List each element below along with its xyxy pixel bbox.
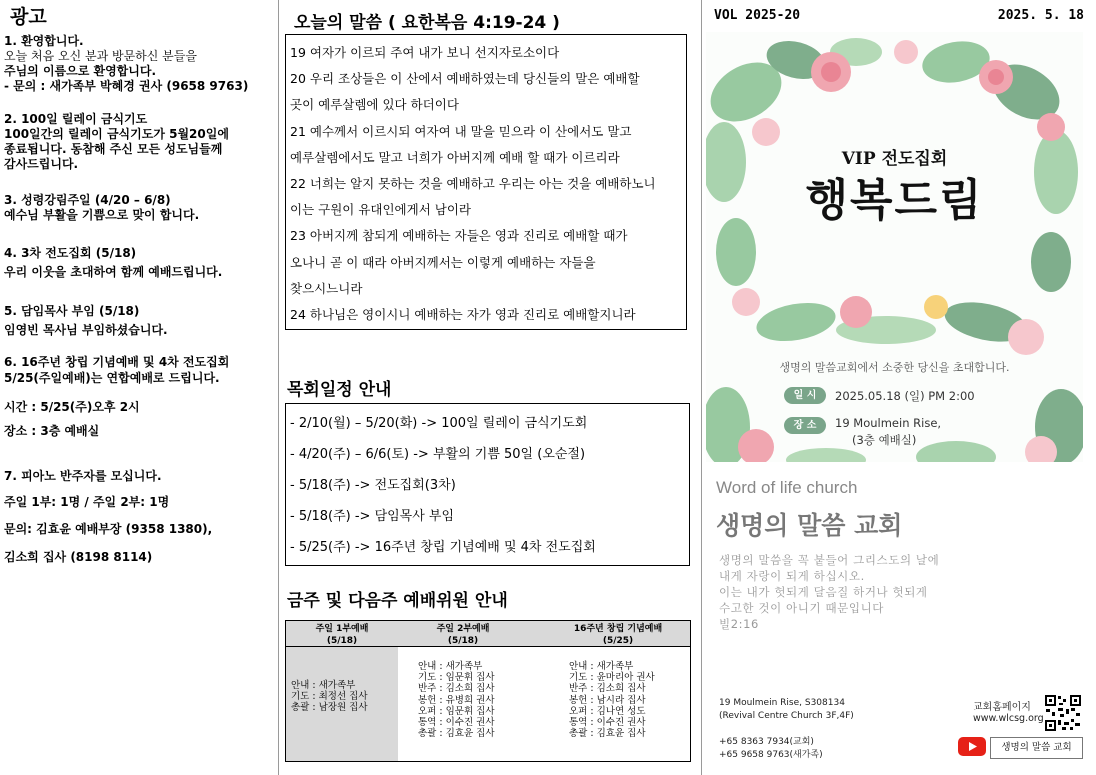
scripture-line: 24 하나님은 영이시니 예배하는 자가 영과 진리로 예배할지니라 <box>290 307 636 323</box>
duty-header-first-service: 주일 1부예배 (5/18) <box>315 624 369 646</box>
youtube-channel-button[interactable]: 생명의 말씀 교회 <box>990 737 1083 759</box>
scripture-line: 19 여자가 이르되 주여 내가 보니 선지자로소이다 <box>290 45 560 60</box>
duty-title: 금주 및 다음주 예배위원 안내 <box>287 591 508 611</box>
scripture-box <box>285 34 687 330</box>
duty-anniversary-list: 안내 : 새가족부 기도 : 윤마리아 권사 반주 : 김소희 집사 봉헌 : 남시라 집사 오퍼 : 김나연 성도 통역 : 이수진 권사 총괄 : 김효윤 집사 <box>569 661 655 740</box>
scripture-line: 22 너희는 알지 못하는 것을 예배하고 우리는 아는 것을 예배하노니 <box>290 176 656 192</box>
homepage-url[interactable]: www.wlcsg.org <box>973 713 1044 724</box>
column-divider-left <box>278 0 279 775</box>
announcement-pentecost: 3. 성령강림주일 (4/20 – 6/8) 예수님 부활을 기쁨으로 맞이 합니다. <box>4 193 200 222</box>
announcement-anniversary: 6. 16주년 창립 기념예배 및 4차 전도집회 5/25(주일예배)는 연합예배로 드립니다. <box>4 355 230 385</box>
church-korean-name: 생명의 말씀 교회 <box>716 511 903 540</box>
poster-when-label: 일 시 <box>784 387 826 404</box>
announcement-evangelism: 4. 3차 전도집회 (5/18) 우리 이웃을 초대하여 함께 예배드립니다. <box>4 246 223 279</box>
schedule-box <box>285 403 690 566</box>
announcement-pastor: 5. 담임목사 부임 (5/18) 임영빈 목사님 부임하셨습니다. <box>4 304 168 337</box>
schedule-item: - 5/18(주) -> 담임목사 부임 <box>290 509 455 524</box>
poster-where-label: 장 소 <box>784 417 826 434</box>
scripture-title: 오늘의 말씀 ( 요한복음 4:19-24 ) <box>294 13 560 33</box>
announcements-column <box>4 0 276 775</box>
scripture-line: 이는 구원이 유대인에게서 남이라 <box>290 202 471 218</box>
announcements-title: 광고 <box>10 6 47 28</box>
scripture-line: 곳이 예루살렘에 있다 하더이다 <box>290 97 459 113</box>
youtube-icon[interactable] <box>958 737 986 756</box>
scripture-line: 예루살렘에서도 말고 너희가 아버지께 예배 할 때가 이르리라 <box>290 149 620 165</box>
schedule-item: - 4/20(주) – 6/6(토) -> 부활의 기쁨 50일 (오순절) <box>290 447 586 462</box>
duty-header-second-service: 주일 2부예배 (5/18) <box>436 624 490 646</box>
worship-info-column <box>280 0 700 775</box>
issue-date: 2025. 5. 18 <box>997 8 1084 23</box>
scripture-line: 21 예수께서 이르시되 여자여 내 말을 믿으라 이 산에서도 말고 <box>290 123 632 139</box>
qr-code-icon[interactable] <box>1044 694 1082 732</box>
scripture-line: 오나니 곧 이 때라 아버지께서는 이렇게 예배하는 자들을 <box>290 254 596 270</box>
duty-header-anniversary: 16주년 창립 기념예배 (5/25) <box>573 624 663 646</box>
duty-table-header <box>286 621 690 647</box>
duty-first-service-list: 안내 : 새가족부 기도 : 최정선 집사 총괄 : 남장원 집사 <box>291 680 368 714</box>
church-address: 19 Moulmein Rise, S308134 (Revival Centre Church 3F,4F) +65 8363 7934(교회) +65 9658 9763(새가족) <box>719 698 854 760</box>
volume-number: VOL 2025-20 <box>714 8 801 23</box>
poster-subtitle: VIP 전도집회 <box>841 149 948 169</box>
schedule-title: 목회일정 안내 <box>287 380 392 400</box>
column-divider-right <box>701 0 702 775</box>
scripture-line: 찾으시느니라 <box>290 280 363 296</box>
poster-headline: 행복드림 <box>805 175 984 226</box>
scripture-line: 20 우리 조상들은 이 산에서 예배하였는데 당신들의 말은 예배할 <box>290 71 640 87</box>
poster-when-value: 2025.05.18 (일) PM 2:00 <box>835 389 975 403</box>
scripture-line: 23 아버지께 참되게 예배하는 자들은 영과 진리로 예배할 때가 <box>290 228 628 244</box>
church-english-name: Word of life church <box>716 478 858 497</box>
announcement-pianist: 7. 피아노 반주자를 모십니다. 주일 1부: 1명 / 주일 2부: 1명 문의: 김효윤 예배부장 (9358 1380), 김소희 집사 (8198 8114) <box>4 469 213 564</box>
announcement-welcome: 1. 환영합니다. 오늘 처음 오신 분과 방문하신 분들을 주님의 이름으로 환영합니다. - 문의 : 새가족부 박혜경 권사 (9658 9763) <box>4 34 249 93</box>
duty-second-service-list: 안내 : 새가족부 기도 : 임문휘 집사 반주 : 김소희 집사 봉헌 : 유병희 권사 오퍼 : 임문휘 집사 통역 : 이수진 권사 총괄 : 김효윤 집사 <box>418 661 495 740</box>
poster-invitation: 생명의 말씀교회에서 소중한 당신을 초대합니다. <box>779 361 1010 374</box>
cover-column <box>703 0 1096 775</box>
poster-where-room: (3층 예배실) <box>852 433 917 447</box>
event-poster <box>706 32 1083 462</box>
announcement-anniversary-details: 시간 : 5/25(주)오후 2시 장소 : 3층 예배실 <box>4 400 140 438</box>
announcement-fasting-prayer: 2. 100일 릴레이 금식기도 100일간의 릴레이 금식기도가 5월20일에 종료됩니다. 동참해 주신 모든 성도님들께 감사드립니다. <box>4 112 229 171</box>
theme-verse: 생명의 말씀을 꼭 붙들어 그리스도의 날에 내게 자랑이 되게 하십시오. 이는 내가 헛되게 달음질 하거나 헛되게 수고한 것이 아니기 때문입니다 빌2:16 <box>719 553 940 631</box>
schedule-item: - 2/10(월) – 5/20(화) -> 100일 릴레이 금식기도회 <box>290 416 588 431</box>
schedule-item: - 5/18(주) -> 전도집회(3차) <box>290 478 456 493</box>
homepage-label: 교회홈페이지 <box>973 702 1031 713</box>
duty-table <box>285 620 691 762</box>
poster-where-value: 19 Moulmein Rise, <box>835 416 942 430</box>
schedule-item: - 5/25(주) -> 16주년 창립 기념예배 및 4차 전도집회 <box>290 540 596 555</box>
